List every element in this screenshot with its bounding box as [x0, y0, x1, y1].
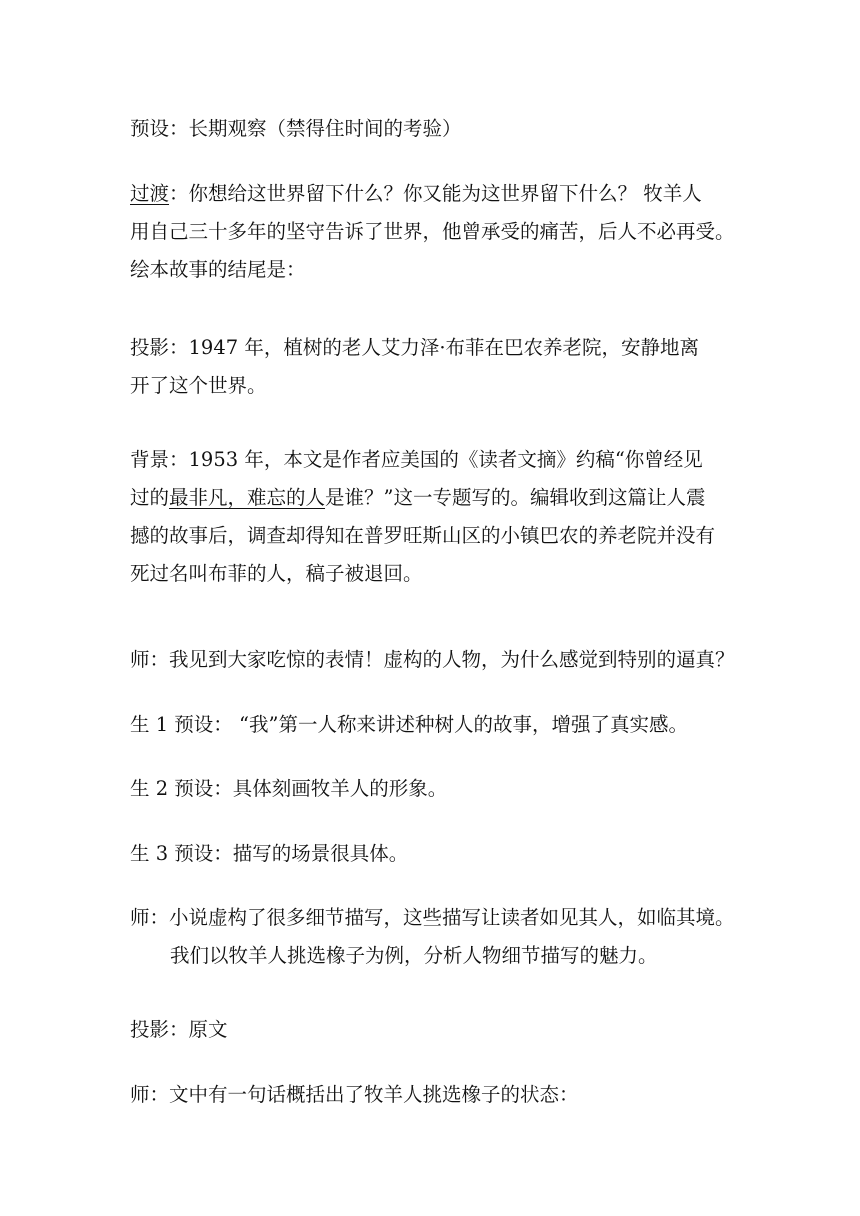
text-line: 生 3 预设：描写的场景很具体。 [130, 842, 409, 865]
text-line: 绘本故事的结尾是： [130, 258, 306, 281]
text-line: 师：我见到大家吃惊的表情！虚构的人物，为什么感觉到特别的逼真？ [130, 648, 735, 671]
text-line: 我们以牧羊人挑选橡子为例，分析人物细节描写的魅力。 [170, 944, 658, 967]
paragraph-background-1953 [130, 441, 740, 593]
paragraph-student-2 [130, 770, 740, 808]
paragraph-teacher-detail [130, 899, 740, 975]
text-line [130, 479, 740, 517]
text-line: 投影：原文 [130, 1018, 228, 1041]
text-line: 师：小说虚构了很多细节描写，这些描写让读者如见其人，如临其境。 [130, 906, 735, 929]
paragraph-projection-original [130, 1011, 740, 1049]
text-line: 生 1 预设： “我”第一人称来讲述种树人的故事，增强了真实感。 [130, 713, 688, 736]
paragraph-transition [130, 175, 740, 289]
text-line: 用自己三十多年的坚守告诉了世界，他曾承受的痛苦，后人不必再受。 [130, 220, 735, 243]
paragraph-teacher-summary [130, 1076, 740, 1114]
paragraph-teacher-question [130, 641, 740, 679]
text-line: 开了这个世界。 [130, 374, 267, 397]
text-line: 背景：1953 年，本文是作者应美国的《读者文摘》约稿“你曾经见 [130, 448, 703, 471]
paragraph-preset-observation [130, 110, 740, 148]
text-line: 预设：长期观察（禁得住时间的考验） [130, 117, 462, 140]
paragraph-student-1 [130, 706, 740, 744]
text-line: 师：文中有一句话概括出了牧羊人挑选橡子的状态： [130, 1083, 579, 1106]
text-line: 死过名叫布菲的人，稿子被退回。 [130, 562, 423, 585]
underlined-phrase: 最非凡，难忘的人 [169, 486, 326, 509]
text-line: 投影：1947 年，植树的老人艾力泽·布菲在巴农养老院，安静地离 [130, 336, 700, 359]
paragraph-projection-1947 [130, 329, 740, 405]
text-line: 生 2 预设：具体刻画牧羊人的形象。 [130, 777, 448, 800]
text-segment: ：你想给这世界留下什么？你又能为这世界留下什么？ 牧羊人 [169, 182, 702, 205]
text-segment: 是谁？”这一专题写的。编辑收到这篇让人震 [325, 486, 706, 509]
transition-label: 过渡 [130, 182, 170, 205]
paragraph-student-3 [130, 835, 740, 873]
text-segment: 过的 [130, 486, 170, 509]
text-line: 撼的故事后，调查却得知在普罗旺斯山区的小镇巴农的养老院并没有 [130, 524, 716, 547]
text-line [130, 175, 740, 213]
